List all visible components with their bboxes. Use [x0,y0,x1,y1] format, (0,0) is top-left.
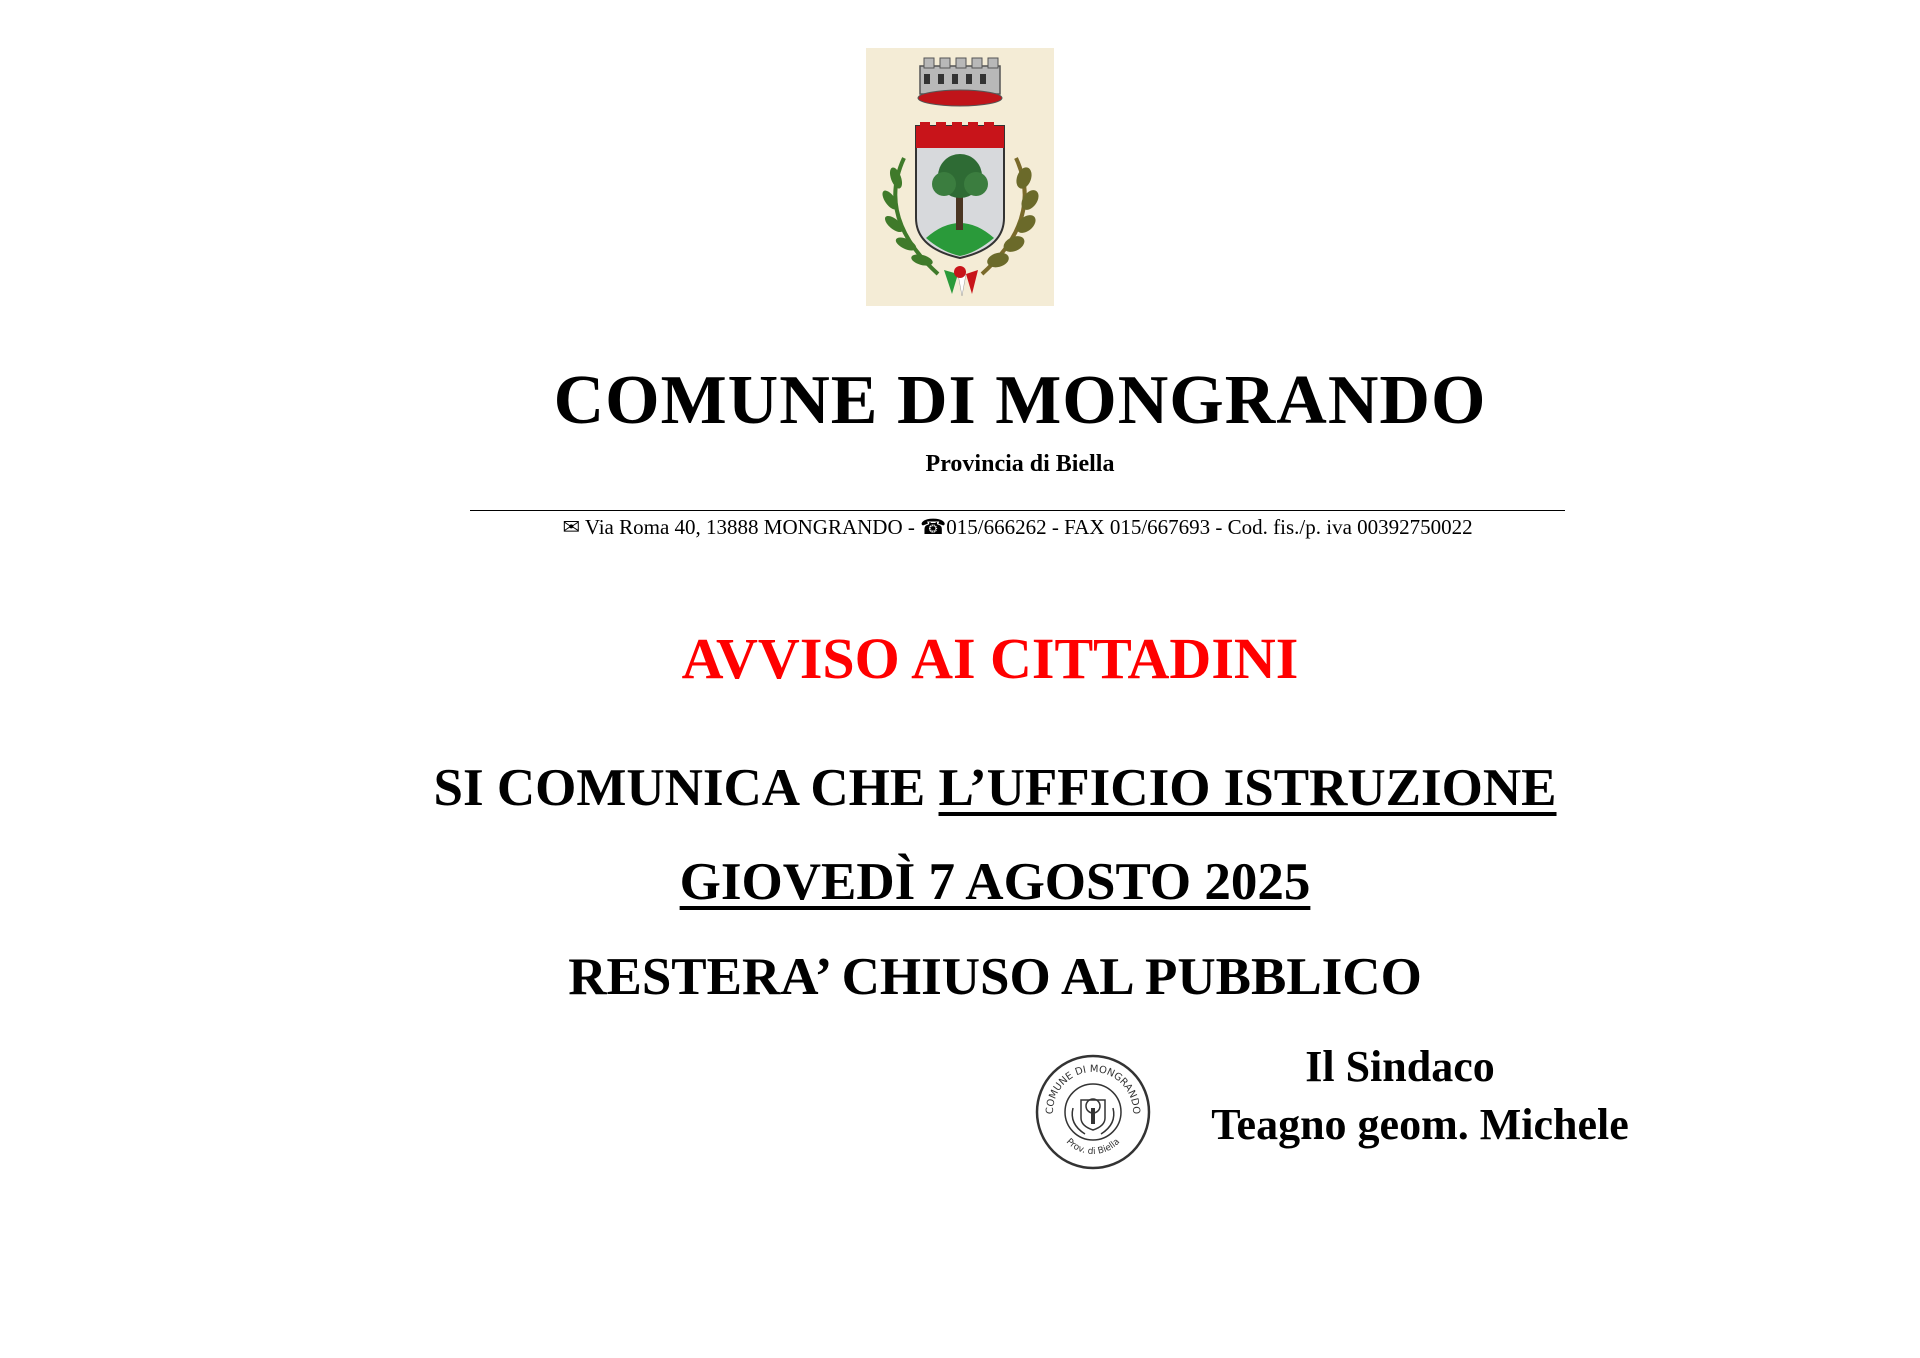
stamp-text-bottom: Prov. di Biella [1063,1136,1123,1158]
telephone-icon: ☎ [920,515,947,539]
address-text: Via Roma 40, 13888 MONGRANDO - [584,515,921,539]
province-subtitle: Provincia di Biella [925,451,1115,477]
notice-line-1-prefix: SI COMUNICA CHE [433,759,939,817]
svg-text:COMUNE DI MONGRANDO [1045,1064,1141,1115]
notice-date: GIOVEDÌ 7 AGOSTO 2025 [679,853,1311,911]
signatory-name: Teagno geom. Michele [1211,1100,1629,1149]
coat-of-arms-icon [866,48,1054,306]
notice-heading: AVVISO AI CITTADINI [681,626,1299,691]
signatory-role: Il Sindaco [1305,1042,1495,1091]
shield-icon [916,122,1004,258]
notice-line-3: RESTERA’ CHIUSO AL PUBBLICO [568,948,1422,1006]
phone-fax-tax-text: 015/666262 - FAX 015/667693 - Cod. fis./p. iva 00392750022 [946,515,1473,539]
municipality-title: COMUNE DI MONGRANDO [553,362,1487,439]
contact-line [470,517,1565,538]
notice-line-1 [380,759,1610,817]
header-divider [470,510,1565,511]
official-stamp-icon [1033,1052,1153,1172]
notice-line-2 [380,853,1610,911]
stamp-text-top: COMUNE DI MONGRANDO [1044,1063,1142,1115]
envelope-icon: ✉ [562,515,580,539]
crown-icon [918,58,1002,106]
notice-office-name: L’UFFICIO ISTRUZIONE [938,759,1557,817]
